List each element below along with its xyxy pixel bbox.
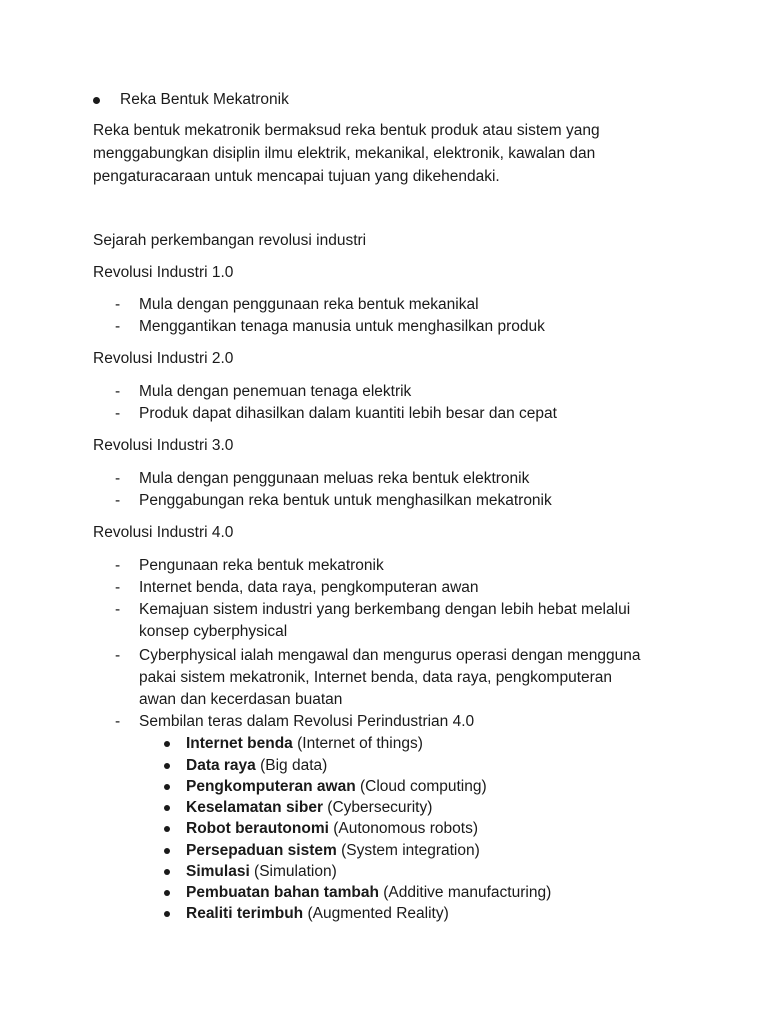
pillar-english: (Cybersecurity) (323, 799, 433, 816)
heading-bullet-text: Reka Bentuk Mekatronik (120, 91, 289, 108)
pillar-bullet (164, 869, 170, 875)
revolution-4-item-continuation: awan dan kecerdasan buatan (139, 691, 343, 708)
intro-line-1: Reka bentuk mekatronik bermaksud reka bentuk produk atau sistem yang (93, 122, 600, 139)
pillar-item (186, 756, 327, 776)
pillar-item (186, 883, 551, 903)
pillar-english: (Cloud computing) (355, 778, 487, 795)
pillar-bullet (164, 741, 170, 747)
revolution-2-item: Produk dapat dihasilkan dalam kuantiti lebih besar dan cepat (139, 405, 557, 422)
pillar-name: Internet benda (186, 735, 293, 752)
dash-marker: - (115, 492, 121, 509)
pillar-bullet (164, 784, 170, 790)
dash-marker: - (115, 647, 121, 664)
pillar-name: Realiti terimbuh (186, 905, 304, 922)
dash-marker: - (115, 470, 121, 487)
pillar-english: (Internet of things) (292, 735, 423, 752)
pillar-bullet (164, 911, 170, 917)
revolution-1-title: Revolusi Industri 1.0 (93, 264, 234, 281)
pillar-name: Pengkomputeran awan (186, 778, 356, 795)
pillar-bullet (164, 805, 170, 811)
dash-marker: - (115, 318, 121, 335)
dash-marker: - (115, 383, 121, 400)
revolution-4-item: Kemajuan sistem industri yang berkembang dengan lebih hebat melalui (139, 601, 631, 618)
pillar-english: (Autonomous robots) (328, 820, 478, 837)
revolution-3-title: Revolusi Industri 3.0 (93, 437, 234, 454)
revolution-2-title: Revolusi Industri 2.0 (93, 350, 234, 367)
revolution-4-title: Revolusi Industri 4.0 (93, 524, 234, 541)
pillar-english: (Augmented Reality) (303, 905, 449, 922)
pillar-item (186, 862, 337, 882)
pillar-item (186, 904, 449, 924)
history-title: Sejarah perkembangan revolusi industri (93, 232, 367, 249)
revolution-4-item-continuation: pakai sistem mekatronik, Internet benda, data raya, pengkomputeran (139, 669, 613, 686)
revolution-4-item: Cyberphysical ialah mengawal dan mengurus operasi dengan mengguna (139, 647, 641, 664)
revolution-4-item-continuation: konsep cyberphysical (139, 623, 288, 640)
dash-marker: - (115, 557, 121, 574)
intro-line-2: menggabungkan disiplin ilmu elektrik, mekanikal, elektronik, kawalan dan (93, 145, 596, 162)
pillar-name: Robot berautonomi (186, 820, 329, 837)
pillar-item (186, 798, 432, 818)
pillar-name: Simulasi (186, 863, 250, 880)
revolution-4-item: Pengunaan reka bentuk mekatronik (139, 557, 384, 574)
pillar-english: (Big data) (255, 757, 328, 774)
revolution-4-item: Internet benda, data raya, pengkomputeran awan (139, 579, 479, 596)
pillar-name: Pembuatan bahan tambah (186, 884, 379, 901)
pillar-name: Keselamatan siber (186, 799, 323, 816)
pillar-bullet (164, 826, 170, 832)
pillar-name: Persepaduan sistem (186, 842, 337, 859)
pillar-name: Data raya (186, 757, 256, 774)
revolution-2-item: Mula dengan penemuan tenaga elektrik (139, 383, 412, 400)
revolution-3-item: Penggabungan reka bentuk untuk menghasilkan mekatronik (139, 492, 552, 509)
revolution-1-item: Mula dengan penggunaan reka bentuk mekanikal (139, 296, 479, 313)
revolution-3-item: Mula dengan penggunaan meluas reka bentuk elektronik (139, 470, 530, 487)
dash-marker: - (115, 713, 121, 730)
dash-marker: - (115, 296, 121, 313)
pillar-item (186, 734, 423, 754)
dash-marker: - (115, 405, 121, 422)
pillar-english: (System integration) (336, 842, 480, 859)
revolution-4-item: Sembilan teras dalam Revolusi Perindustrian 4.0 (139, 713, 475, 730)
intro-line-3: pengaturacaraan untuk mencapai tujuan yang dikehendaki. (93, 168, 500, 185)
pillar-bullet (164, 848, 170, 854)
pillar-english: (Additive manufacturing) (378, 884, 552, 901)
pillar-bullet (164, 763, 170, 769)
pillar-item (186, 777, 487, 797)
revolution-1-item: Menggantikan tenaga manusia untuk menghasilkan produk (139, 318, 545, 335)
bullet-dot (93, 97, 100, 104)
pillar-bullet (164, 890, 170, 896)
pillar-item (186, 819, 478, 839)
dash-marker: - (115, 579, 121, 596)
pillar-item (186, 841, 480, 861)
dash-marker: - (115, 601, 121, 618)
pillar-english: (Simulation) (249, 863, 337, 880)
